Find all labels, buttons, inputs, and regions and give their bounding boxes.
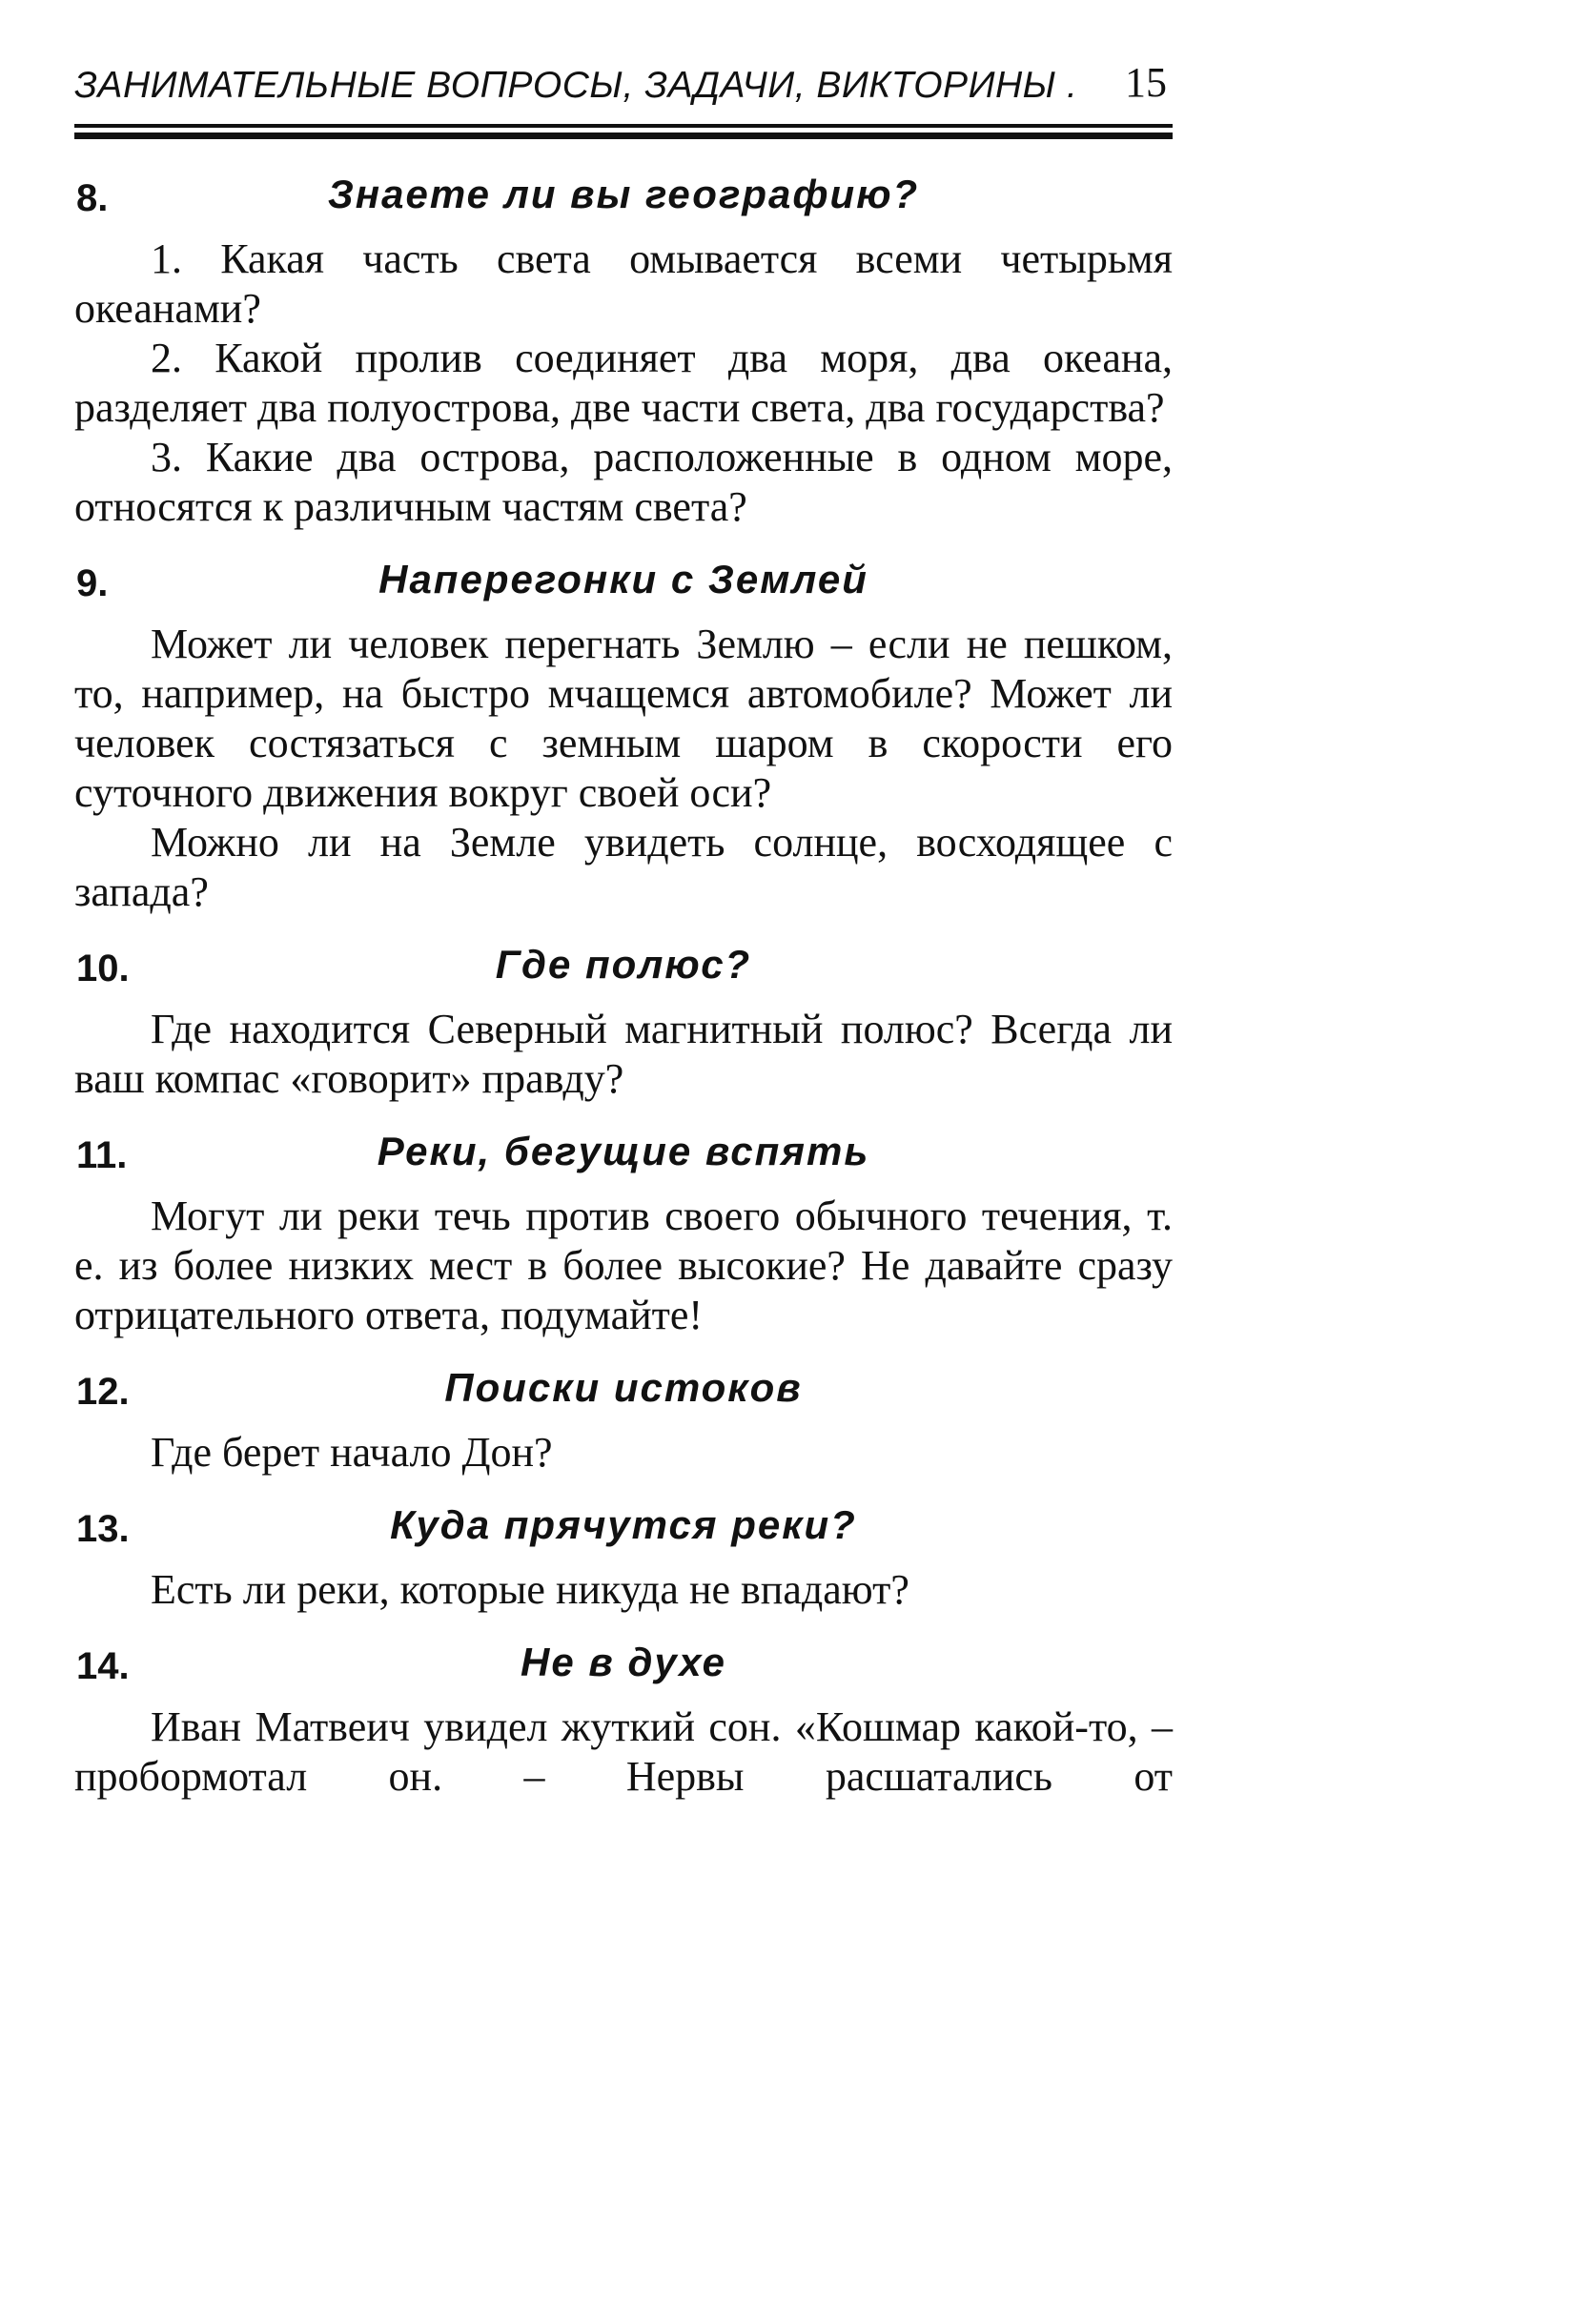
section-title: Поиски истоков — [444, 1365, 803, 1410]
paragraph: Могут ли реки течь против своего обычного течения, т. е. из более низких мест в более высокие? Не давайте сразу отрицательного ответа, подумайте! — [74, 1193, 1173, 1338]
section-10 — [74, 932, 1173, 1104]
page-number: 15 — [1125, 59, 1167, 106]
section-11 — [74, 1119, 1173, 1340]
section-heading — [74, 932, 1173, 1005]
section-heading — [74, 1493, 1173, 1565]
section-heading — [74, 1119, 1173, 1192]
section-heading — [74, 547, 1173, 620]
section-number: 11. — [76, 1134, 128, 1176]
paragraph: Иван Матвеич увидел жуткий сон. «Кошмар какой-то, – пробормотал он. – Нервы расшатались от — [74, 1703, 1173, 1800]
running-head — [74, 38, 1173, 107]
paragraph: Есть ли реки, которые никуда не впадают? — [151, 1566, 909, 1613]
section-title: Реки, бегущие вспять — [377, 1129, 870, 1173]
paragraph: 2. Какой пролив соединяет два моря, два океана, разделяет два полуострова, две части света, два государства? — [74, 335, 1173, 431]
section-title: Не в духе — [521, 1640, 726, 1684]
paragraph: Где берет начало Дон? — [151, 1429, 553, 1476]
paragraph: Где находится Северный магнитный полюс? Всегда ли ваш компас «говорит» правду? — [74, 1006, 1173, 1102]
paragraph: 1. Какая часть света омывается всеми четырьмя океанами? — [74, 235, 1173, 332]
header-rule-thick — [74, 133, 1173, 139]
section-number: 12. — [76, 1371, 130, 1413]
section-13 — [74, 1493, 1173, 1615]
section-number: 8. — [76, 177, 109, 219]
paragraph: Может ли человек перегнать Землю – если не пешком, то, например, на быстро мчащемся автомобиле? Может ли человек состязаться с земным шаром в скорости его суточного движения вокруг своей оси? — [74, 621, 1173, 816]
section-heading — [74, 1356, 1173, 1428]
paragraph: Можно ли на Земле увидеть солнце, восходящее с запада? — [74, 819, 1173, 915]
section-9 — [74, 547, 1173, 917]
section-number: 10. — [76, 948, 130, 989]
section-12 — [74, 1356, 1173, 1478]
paragraph: 3. Какие два острова, расположенные в одном море, относятся к различным частям света? — [74, 434, 1173, 530]
running-head-title: ЗАНИМАТЕЛЬНЫЕ ВОПРОСЫ, ЗАДАЧИ, ВИКТОРИНЫ . — [74, 65, 1078, 106]
section-heading — [74, 1630, 1173, 1702]
section-title: Где полюс? — [495, 942, 752, 987]
section-14 — [74, 1630, 1173, 1802]
section-number: 14. — [76, 1645, 130, 1687]
section-title: Куда прячутся реки? — [390, 1502, 857, 1547]
section-number: 13. — [76, 1508, 130, 1550]
section-title: Знаете ли вы географию? — [327, 172, 920, 216]
book-page — [74, 38, 1173, 1802]
section-number: 9. — [76, 562, 109, 604]
section-heading — [74, 162, 1173, 234]
section-8 — [74, 162, 1173, 532]
section-title: Наперегонки с Землей — [378, 557, 868, 601]
header-rule-thin — [74, 124, 1173, 128]
